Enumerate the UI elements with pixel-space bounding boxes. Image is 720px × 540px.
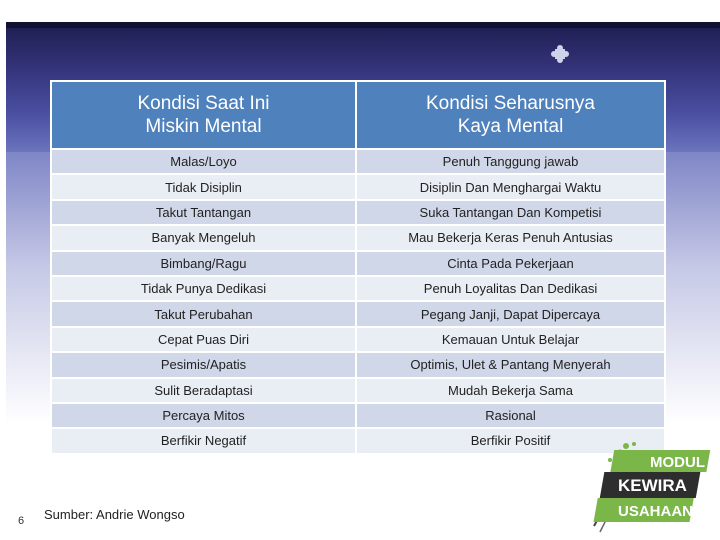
cell-current: Tidak Punya Dedikasi <box>51 276 356 301</box>
svg-text:KEWIRA: KEWIRA <box>618 476 687 495</box>
cell-current: Pesimis/Apatis <box>51 352 356 377</box>
cell-ideal: Rasional <box>356 403 665 428</box>
cell-ideal: Cinta Pada Pekerjaan <box>356 251 665 276</box>
cell-ideal: Berfikir Positif <box>356 428 665 453</box>
puzzle-icon <box>550 44 570 64</box>
cell-ideal: Mau Bekerja Keras Penuh Antusias <box>356 225 665 250</box>
cell-ideal: Kemauan Untuk Belajar <box>356 327 665 352</box>
table-row <box>51 276 665 301</box>
table-row <box>51 149 665 174</box>
cell-current: Percaya Mitos <box>51 403 356 428</box>
cell-ideal: Penuh Loyalitas Dan Dedikasi <box>356 276 665 301</box>
comparison-table <box>50 80 666 455</box>
table-row <box>51 200 665 225</box>
cell-current: Tidak Disiplin <box>51 174 356 199</box>
top-margin <box>0 0 720 22</box>
cell-current: Cepat Puas Diri <box>51 327 356 352</box>
cell-ideal: Pegang Janji, Dapat Dipercaya <box>356 301 665 326</box>
table-row <box>51 428 665 453</box>
cell-current: Sulit Beradaptasi <box>51 378 356 403</box>
cell-current: Berfikir Negatif <box>51 428 356 453</box>
cell-ideal: Mudah Bekerja Sama <box>356 378 665 403</box>
page-number: 6 <box>18 515 25 527</box>
table-row <box>51 352 665 377</box>
cell-ideal: Suka Tantangan Dan Kompetisi <box>356 200 665 225</box>
cell-current: Takut Tantangan <box>51 200 356 225</box>
table-row <box>51 378 665 403</box>
cell-ideal: Disiplin Dan Menghargai Waktu <box>356 174 665 199</box>
table-row <box>51 301 665 326</box>
header-ideal-condition: Kondisi Seharusnya Kaya Mental <box>356 81 665 149</box>
cell-current: Banyak Mengeluh <box>51 225 356 250</box>
cell-ideal: Optimis, Ulet & Pantang Menyerah <box>356 352 665 377</box>
table-row <box>51 403 665 428</box>
svg-text:USAHAAN: USAHAAN <box>618 503 693 520</box>
table-row <box>51 327 665 352</box>
modul-kewirausahaan-logo <box>590 440 714 536</box>
source-citation: Sumber: Andrie Wongso <box>44 507 185 522</box>
cell-current: Bimbang/Ragu <box>51 251 356 276</box>
table-header-row <box>51 81 665 149</box>
svg-text:MODUL: MODUL <box>650 454 705 471</box>
table-row <box>51 225 665 250</box>
header-current-condition: Kondisi Saat Ini Miskin Mental <box>51 81 356 149</box>
table-row <box>51 174 665 199</box>
cell-current: Malas/Loyo <box>51 149 356 174</box>
table-row <box>51 251 665 276</box>
cell-current: Takut Perubahan <box>51 301 356 326</box>
cell-ideal: Penuh Tanggung jawab <box>356 149 665 174</box>
